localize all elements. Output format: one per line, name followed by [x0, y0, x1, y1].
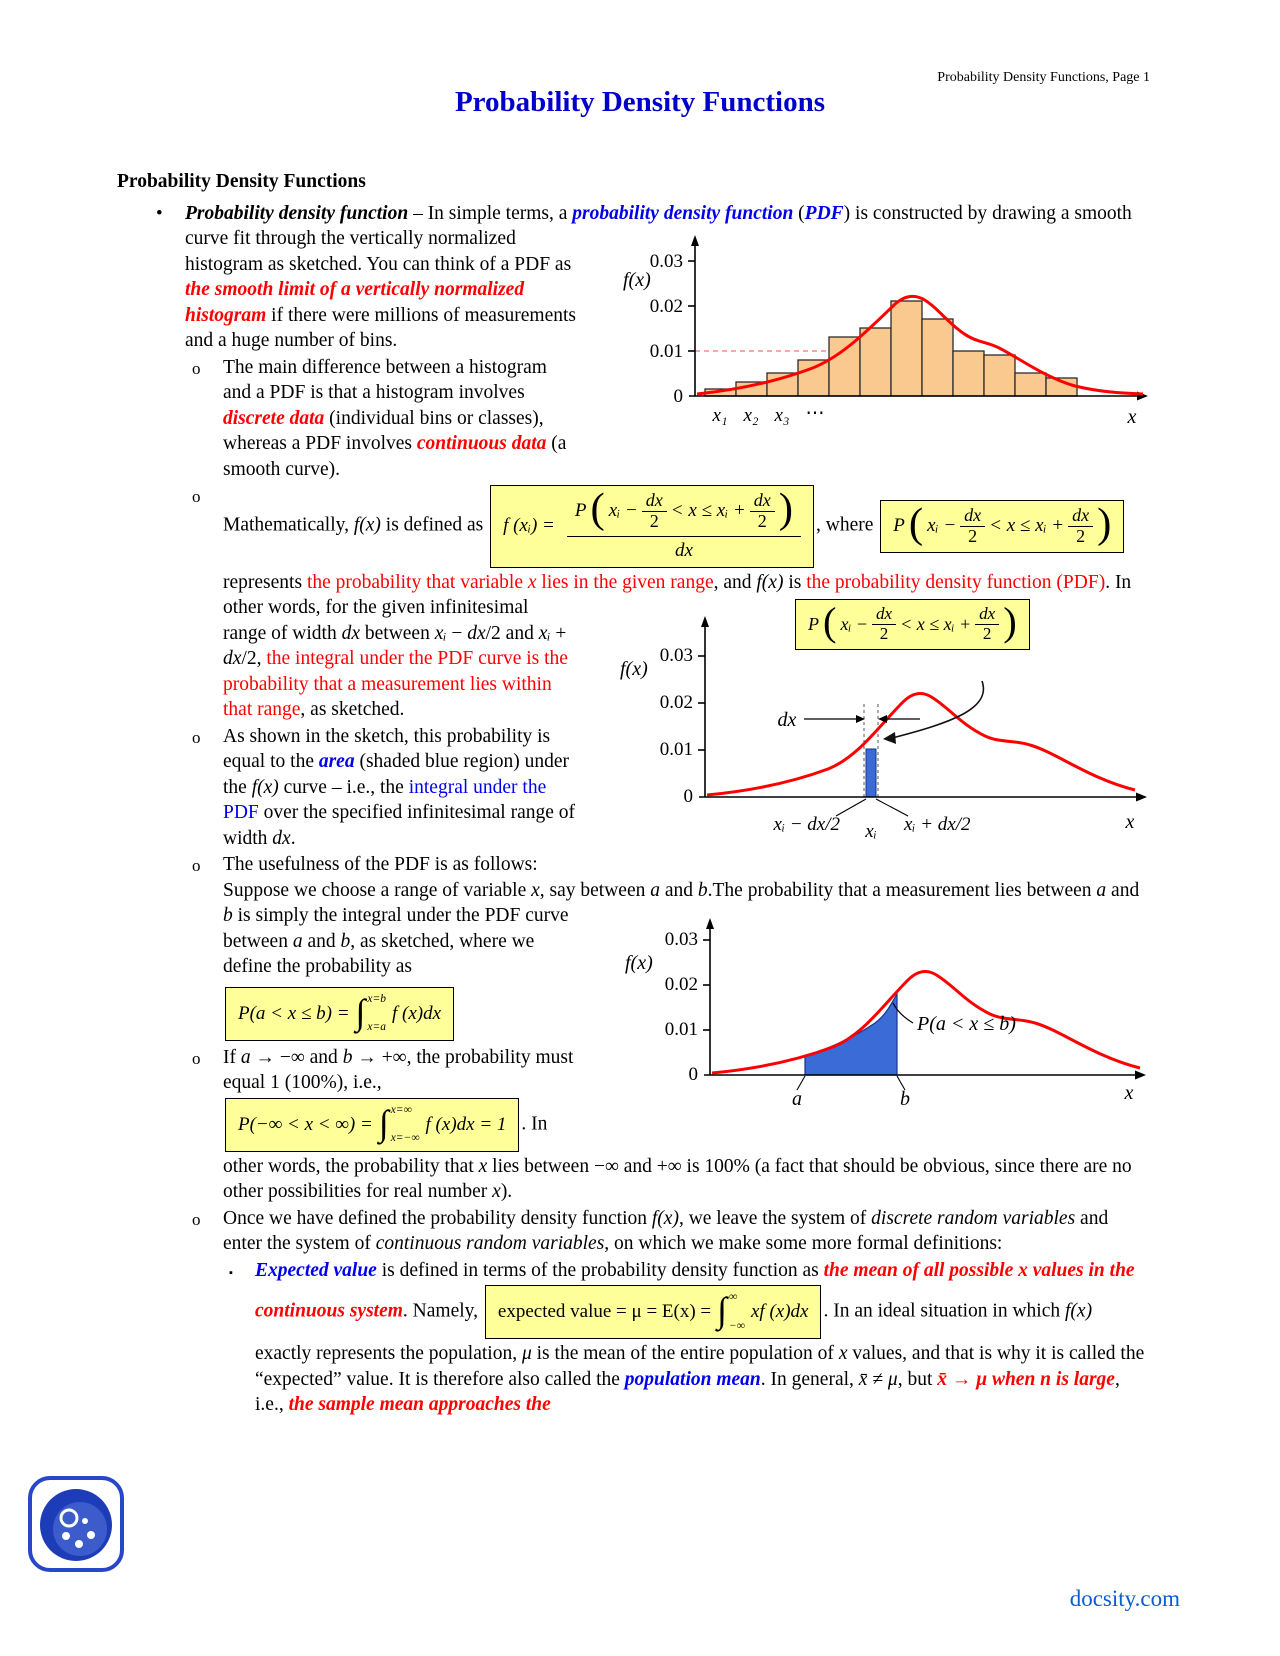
total-probability-text-1: If a → −∞ and b → +∞, the probability must equal 1 (100%), i.e.,	[223, 1046, 574, 1094]
section-heading: Probability Density Functions	[117, 171, 366, 192]
total-probability-text-2: . In other words, the probability that x lies between −∞ and +∞ is 100% (a fact that should be obvious, since there are no other possibilities for real number x).	[223, 1113, 1132, 1203]
list-item-histogram-vs-pdf	[188, 355, 1150, 483]
y-tick-label: 0	[688, 1064, 698, 1086]
bullet-icon: •	[156, 202, 163, 224]
y-tick-label: 0.02	[664, 974, 698, 996]
docsity-logo	[28, 1476, 124, 1577]
definition-text-4: In other words, for the given infinitesimal range of width dx between xᵢ − dx/2 and xᵢ + dx/2, the integral under the PDF curve is the probability that a measurement lies within that range, as sketched.	[223, 571, 1132, 721]
pdf-intro-text-2: drawing a smooth curve fit through the vertically normalized histogram as sketched. You can think of a PDF as the smooth limit of a vertically normalized histogram if there were millions of measurements and a huge number of bins.	[185, 202, 1132, 351]
sub-bullet-icon: o	[192, 1048, 201, 1068]
y-axis-arrow	[691, 235, 699, 246]
sub-bullet-icon: o	[192, 1209, 201, 1229]
x-tick-ellipsis: ⋯	[805, 403, 825, 424]
page-header: Probability Density Functions, Page 1	[937, 70, 1150, 85]
formula-probability-a-b: P(a < x ≤ b) = ∫ x=b x=a f (x)dx	[225, 987, 454, 1041]
y-tick-label: 0	[683, 786, 693, 808]
formula-expected-value: expected value = μ = E(x) = ∫ ∞ −∞ xf (x)dx	[485, 1285, 822, 1339]
sub-bullet-icon: o	[192, 856, 201, 876]
x-axis-label: x	[1127, 406, 1137, 428]
formula-probability-range: P ( xᵢ − $\frac{dx}{2}$ < x ≤ xᵢ + $\frac{dx}{2}$ )	[880, 500, 1124, 553]
usefulness-text-1: The usefulness of the PDF is as follows: Suppose we choose a range of variable x, say between a and b.	[223, 854, 713, 901]
total-probability-paragraph	[223, 1045, 1150, 1205]
document-body	[0, 169, 1280, 1418]
y-tick-label: 0	[673, 386, 683, 407]
y-axis-label: f(x)	[625, 952, 653, 975]
x-tick-label: a	[792, 1088, 802, 1111]
x-tick-label: x₁	[712, 405, 728, 426]
x-tick-label: xᵢ + dx/2	[904, 814, 971, 836]
x-tick-label: x₂	[743, 405, 759, 426]
region-probability-label: P(a < x ≤ b)	[917, 1013, 1016, 1036]
list-item-total-probability	[188, 1045, 1150, 1205]
formula-pdf-definition: f (xᵢ) = P ( xᵢ − $\frac{dx}{2}$ < x ≤ xᵢ + $\frac{dx}{2}$ ) dx	[490, 485, 814, 568]
pdf-intro-text-1: Probability density function – In simple terms, a probability density function (PDF) is constructed by	[185, 202, 993, 224]
y-tick-label: 0.01	[649, 341, 683, 362]
y-tick-label: 0.03	[659, 645, 693, 667]
y-axis-label: f(x)	[620, 658, 648, 681]
continuous-random-variables-text: Once we have defined the probability density function f(x), we leave the system of discrete random variables and enter the system of continuous random variables, on which we make some more formal definitions:	[223, 1207, 1109, 1255]
y-tick-label: 0.02	[649, 296, 683, 317]
docsity-link[interactable]: docsity.com	[1069, 1586, 1180, 1611]
sub-bullet-icon: o	[192, 727, 201, 747]
expected-value-text-2: . In an ideal situation in which f(x) exactly represents the population, μ is the mean of the entire population of x values, and that is why it is called the “expected” value. It is therefore also called the population mean. In general, x̄ ≠ μ, but x̄ → μ when n is large, i.e., the sample mean approaches the	[255, 1300, 1145, 1416]
y-tick-label: 0.03	[664, 929, 698, 951]
list-item-area-probability	[188, 724, 1150, 852]
expected-value-paragraph	[255, 1258, 1150, 1418]
integral-symbol: ∫	[378, 1102, 389, 1143]
docsity-logo-icon	[28, 1476, 124, 1572]
x-tick-label: x₃	[774, 405, 790, 426]
square-bullet-icon: ▪	[229, 1266, 233, 1279]
definition-text-1: Mathematically, f(x) is defined as	[223, 514, 489, 536]
x-tick-label: xᵢ	[865, 821, 877, 843]
expected-value-text-1: Expected value is defined in terms of the probability density function as the mean of all possible x values in the continuous system. Namely,	[255, 1259, 1135, 1322]
x-axis-label: x	[1124, 1082, 1134, 1105]
formula-total-probability: P(−∞ < x < ∞) = ∫ x=∞ x=−∞ f (x)dx = 1	[225, 1098, 519, 1152]
definition-text-3: represents the probability that variable x lies in the given range, and f(x) is the probability density function (PDF).	[223, 571, 1115, 593]
sub-bullet-icon: o	[192, 358, 201, 378]
list-item-expected-value	[225, 1258, 1150, 1418]
formula-probability-range-figure: P ( xᵢ − $\frac{dx}{2}$ < x ≤ xᵢ + $\frac{dx}{2}$ )	[795, 599, 1030, 650]
y-tick-label: 0.02	[659, 692, 693, 714]
y-tick-label: 0.01	[664, 1019, 698, 1041]
dx-label: dx	[777, 709, 797, 732]
y-tick-label: 0.03	[649, 251, 683, 272]
list-item-continuous-random-variables	[188, 1206, 1150, 1257]
sub-bullet-icon: o	[192, 487, 201, 506]
usefulness-text-2: The probability that a measurement lies between a and b is simply the integral under the PDF curve between a and b, as sketched, where we define the probability as	[223, 879, 1140, 978]
histogram-vs-pdf-text: The main difference between a histogram and a PDF is that a histogram involves discrete data (individual bins or classes), whereas a PDF involves continuous data (a smooth curve).	[223, 356, 567, 480]
x-tick-label: b	[900, 1088, 910, 1111]
formula-lhs: f (xᵢ) =	[503, 515, 555, 537]
definition-text-2: , where	[816, 514, 879, 536]
x-axis-label: x	[1125, 811, 1135, 834]
y-axis-label: f(x)	[623, 269, 651, 291]
x-tick-label: xᵢ − dx/2	[773, 814, 840, 836]
integral-symbol: ∫	[717, 1290, 728, 1331]
y-tick-label: 0.01	[659, 739, 693, 761]
integral-symbol: ∫	[355, 991, 366, 1032]
area-probability-text: As shown in the sketch, this probability is equal to the area (shaded blue region) under the f(x) curve – i.e., the integral under the PDF over the specified infinitesimal range of width dx.	[223, 725, 575, 849]
page-title: Probability Density Functions	[454, 86, 826, 118]
